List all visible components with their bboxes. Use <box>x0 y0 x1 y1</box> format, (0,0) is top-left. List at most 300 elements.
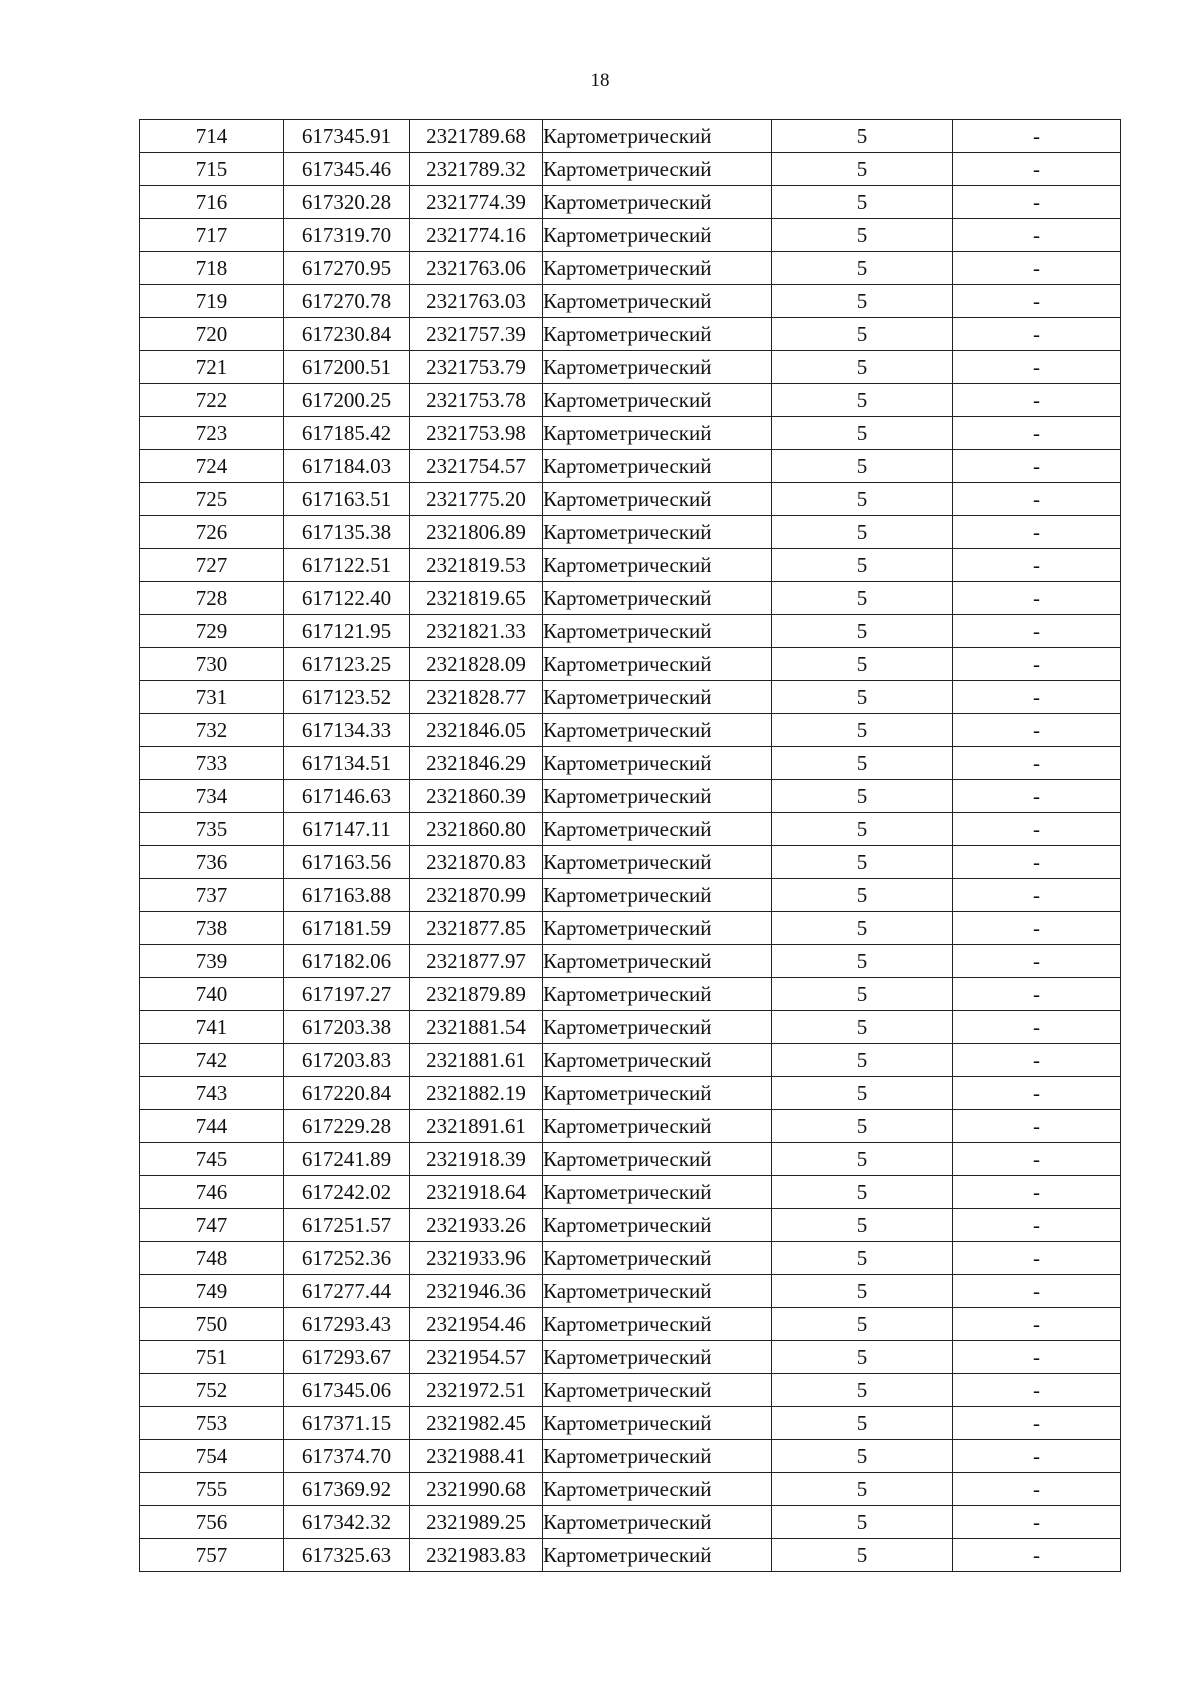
point-number-cell: 719 <box>140 285 284 318</box>
point-number-cell: 730 <box>140 648 284 681</box>
method-cell: Картометрический <box>543 384 772 417</box>
description-cell: - <box>953 1242 1121 1275</box>
accuracy-cell: 5 <box>772 1242 953 1275</box>
x-coordinate-cell: 617241.89 <box>284 1143 410 1176</box>
accuracy-cell: 5 <box>772 417 953 450</box>
accuracy-cell: 5 <box>772 384 953 417</box>
x-coordinate-cell: 617320.28 <box>284 186 410 219</box>
table-row <box>140 450 1121 483</box>
method-cell: Картометрический <box>543 549 772 582</box>
point-number-cell: 734 <box>140 780 284 813</box>
point-number-cell: 739 <box>140 945 284 978</box>
point-number-cell: 753 <box>140 1407 284 1440</box>
y-coordinate-cell: 2321846.29 <box>410 747 543 780</box>
table-row <box>140 1539 1121 1572</box>
point-number-cell: 754 <box>140 1440 284 1473</box>
method-cell: Картометрический <box>543 1242 772 1275</box>
x-coordinate-cell: 617345.06 <box>284 1374 410 1407</box>
table-row <box>140 417 1121 450</box>
table-row <box>140 483 1121 516</box>
point-number-cell: 732 <box>140 714 284 747</box>
description-cell: - <box>953 1011 1121 1044</box>
method-cell: Картометрический <box>543 351 772 384</box>
accuracy-cell: 5 <box>772 1539 953 1572</box>
y-coordinate-cell: 2321870.83 <box>410 846 543 879</box>
accuracy-cell: 5 <box>772 120 953 153</box>
accuracy-cell: 5 <box>772 813 953 846</box>
table-row <box>140 1374 1121 1407</box>
x-coordinate-cell: 617135.38 <box>284 516 410 549</box>
description-cell: - <box>953 912 1121 945</box>
table-row <box>140 384 1121 417</box>
table-row <box>140 1341 1121 1374</box>
description-cell: - <box>953 516 1121 549</box>
description-cell: - <box>953 1473 1121 1506</box>
y-coordinate-cell: 2321828.09 <box>410 648 543 681</box>
description-cell: - <box>953 846 1121 879</box>
point-number-cell: 729 <box>140 615 284 648</box>
point-number-cell: 755 <box>140 1473 284 1506</box>
point-number-cell: 736 <box>140 846 284 879</box>
accuracy-cell: 5 <box>772 1440 953 1473</box>
method-cell: Картометрический <box>543 1440 772 1473</box>
method-cell: Картометрический <box>543 450 772 483</box>
description-cell: - <box>953 318 1121 351</box>
accuracy-cell: 5 <box>772 318 953 351</box>
point-number-cell: 714 <box>140 120 284 153</box>
accuracy-cell: 5 <box>772 1341 953 1374</box>
description-cell: - <box>953 120 1121 153</box>
accuracy-cell: 5 <box>772 1011 953 1044</box>
table-row <box>140 879 1121 912</box>
description-cell: - <box>953 1044 1121 1077</box>
x-coordinate-cell: 617374.70 <box>284 1440 410 1473</box>
method-cell: Картометрический <box>543 978 772 1011</box>
description-cell: - <box>953 714 1121 747</box>
accuracy-cell: 5 <box>772 285 953 318</box>
x-coordinate-cell: 617342.32 <box>284 1506 410 1539</box>
y-coordinate-cell: 2321763.03 <box>410 285 543 318</box>
point-number-cell: 720 <box>140 318 284 351</box>
y-coordinate-cell: 2321846.05 <box>410 714 543 747</box>
table-row <box>140 1473 1121 1506</box>
method-cell: Картометрический <box>543 318 772 351</box>
y-coordinate-cell: 2321860.80 <box>410 813 543 846</box>
accuracy-cell: 5 <box>772 1209 953 1242</box>
table-row <box>140 747 1121 780</box>
accuracy-cell: 5 <box>772 450 953 483</box>
method-cell: Картометрический <box>543 945 772 978</box>
point-number-cell: 749 <box>140 1275 284 1308</box>
point-number-cell: 733 <box>140 747 284 780</box>
method-cell: Картометрический <box>543 1209 772 1242</box>
table-row <box>140 1044 1121 1077</box>
description-cell: - <box>953 615 1121 648</box>
y-coordinate-cell: 2321988.41 <box>410 1440 543 1473</box>
accuracy-cell: 5 <box>772 186 953 219</box>
y-coordinate-cell: 2321933.26 <box>410 1209 543 1242</box>
x-coordinate-cell: 617134.51 <box>284 747 410 780</box>
description-cell: - <box>953 483 1121 516</box>
point-number-cell: 742 <box>140 1044 284 1077</box>
description-cell: - <box>953 747 1121 780</box>
point-number-cell: 727 <box>140 549 284 582</box>
y-coordinate-cell: 2321828.77 <box>410 681 543 714</box>
x-coordinate-cell: 617200.25 <box>284 384 410 417</box>
y-coordinate-cell: 2321918.39 <box>410 1143 543 1176</box>
accuracy-cell: 5 <box>772 351 953 384</box>
accuracy-cell: 5 <box>772 978 953 1011</box>
x-coordinate-cell: 617242.02 <box>284 1176 410 1209</box>
method-cell: Картометрический <box>543 1077 772 1110</box>
x-coordinate-cell: 617277.44 <box>284 1275 410 1308</box>
x-coordinate-cell: 617185.42 <box>284 417 410 450</box>
point-number-cell: 757 <box>140 1539 284 1572</box>
method-cell: Картометрический <box>543 219 772 252</box>
accuracy-cell: 5 <box>772 1110 953 1143</box>
method-cell: Картометрический <box>543 1011 772 1044</box>
description-cell: - <box>953 219 1121 252</box>
point-number-cell: 752 <box>140 1374 284 1407</box>
x-coordinate-cell: 617270.95 <box>284 252 410 285</box>
point-number-cell: 735 <box>140 813 284 846</box>
x-coordinate-cell: 617203.83 <box>284 1044 410 1077</box>
table-row <box>140 186 1121 219</box>
y-coordinate-cell: 2321753.98 <box>410 417 543 450</box>
y-coordinate-cell: 2321819.65 <box>410 582 543 615</box>
x-coordinate-cell: 617163.56 <box>284 846 410 879</box>
point-number-cell: 744 <box>140 1110 284 1143</box>
method-cell: Картометрический <box>543 813 772 846</box>
x-coordinate-cell: 617345.46 <box>284 153 410 186</box>
point-number-cell: 750 <box>140 1308 284 1341</box>
table-row <box>140 1242 1121 1275</box>
table-row <box>140 351 1121 384</box>
description-cell: - <box>953 1440 1121 1473</box>
description-cell: - <box>953 1077 1121 1110</box>
x-coordinate-cell: 617325.63 <box>284 1539 410 1572</box>
point-number-cell: 745 <box>140 1143 284 1176</box>
point-number-cell: 715 <box>140 153 284 186</box>
y-coordinate-cell: 2321789.32 <box>410 153 543 186</box>
table-row <box>140 1077 1121 1110</box>
method-cell: Картометрический <box>543 879 772 912</box>
method-cell: Картометрический <box>543 120 772 153</box>
point-number-cell: 717 <box>140 219 284 252</box>
x-coordinate-cell: 617203.38 <box>284 1011 410 1044</box>
description-cell: - <box>953 285 1121 318</box>
point-number-cell: 746 <box>140 1176 284 1209</box>
description-cell: - <box>953 1506 1121 1539</box>
y-coordinate-cell: 2321954.57 <box>410 1341 543 1374</box>
method-cell: Картометрический <box>543 483 772 516</box>
y-coordinate-cell: 2321775.20 <box>410 483 543 516</box>
method-cell: Картометрический <box>543 1176 772 1209</box>
accuracy-cell: 5 <box>772 879 953 912</box>
y-coordinate-cell: 2321789.68 <box>410 120 543 153</box>
x-coordinate-cell: 617123.52 <box>284 681 410 714</box>
point-number-cell: 726 <box>140 516 284 549</box>
accuracy-cell: 5 <box>772 1143 953 1176</box>
table-row <box>140 219 1121 252</box>
description-cell: - <box>953 1407 1121 1440</box>
method-cell: Картометрический <box>543 681 772 714</box>
table-row <box>140 846 1121 879</box>
page-number: 18 <box>590 70 610 91</box>
description-cell: - <box>953 186 1121 219</box>
point-number-cell: 737 <box>140 879 284 912</box>
accuracy-cell: 5 <box>772 780 953 813</box>
description-cell: - <box>953 1308 1121 1341</box>
accuracy-cell: 5 <box>772 483 953 516</box>
point-number-cell: 716 <box>140 186 284 219</box>
y-coordinate-cell: 2321754.57 <box>410 450 543 483</box>
x-coordinate-cell: 617319.70 <box>284 219 410 252</box>
accuracy-cell: 5 <box>772 1473 953 1506</box>
x-coordinate-cell: 617163.51 <box>284 483 410 516</box>
description-cell: - <box>953 153 1121 186</box>
table-row <box>140 318 1121 351</box>
description-cell: - <box>953 1176 1121 1209</box>
accuracy-cell: 5 <box>772 1176 953 1209</box>
method-cell: Картометрический <box>543 582 772 615</box>
x-coordinate-cell: 617121.95 <box>284 615 410 648</box>
y-coordinate-cell: 2321806.89 <box>410 516 543 549</box>
description-cell: - <box>953 450 1121 483</box>
method-cell: Картометрический <box>543 1539 772 1572</box>
accuracy-cell: 5 <box>772 912 953 945</box>
x-coordinate-cell: 617220.84 <box>284 1077 410 1110</box>
method-cell: Картометрический <box>543 912 772 945</box>
description-cell: - <box>953 1341 1121 1374</box>
y-coordinate-cell: 2321982.45 <box>410 1407 543 1440</box>
y-coordinate-cell: 2321753.79 <box>410 351 543 384</box>
accuracy-cell: 5 <box>772 549 953 582</box>
table-row <box>140 780 1121 813</box>
method-cell: Картометрический <box>543 615 772 648</box>
accuracy-cell: 5 <box>772 615 953 648</box>
table-row <box>140 1440 1121 1473</box>
accuracy-cell: 5 <box>772 1308 953 1341</box>
table-row <box>140 1506 1121 1539</box>
point-number-cell: 741 <box>140 1011 284 1044</box>
y-coordinate-cell: 2321972.51 <box>410 1374 543 1407</box>
point-number-cell: 747 <box>140 1209 284 1242</box>
x-coordinate-cell: 617122.51 <box>284 549 410 582</box>
table-row <box>140 945 1121 978</box>
method-cell: Картометрический <box>543 1473 772 1506</box>
y-coordinate-cell: 2321757.39 <box>410 318 543 351</box>
method-cell: Картометрический <box>543 1308 772 1341</box>
y-coordinate-cell: 2321954.46 <box>410 1308 543 1341</box>
point-number-cell: 743 <box>140 1077 284 1110</box>
x-coordinate-cell: 617345.91 <box>284 120 410 153</box>
description-cell: - <box>953 417 1121 450</box>
coordinates-table-body <box>140 120 1121 1572</box>
y-coordinate-cell: 2321877.97 <box>410 945 543 978</box>
coordinates-table <box>139 119 1121 1572</box>
accuracy-cell: 5 <box>772 747 953 780</box>
table-row <box>140 615 1121 648</box>
table-row <box>140 549 1121 582</box>
table-row <box>140 1308 1121 1341</box>
method-cell: Картометрический <box>543 1341 772 1374</box>
y-coordinate-cell: 2321983.83 <box>410 1539 543 1572</box>
description-cell: - <box>953 252 1121 285</box>
y-coordinate-cell: 2321819.53 <box>410 549 543 582</box>
method-cell: Картометрический <box>543 1143 772 1176</box>
accuracy-cell: 5 <box>772 1374 953 1407</box>
table-row <box>140 681 1121 714</box>
accuracy-cell: 5 <box>772 714 953 747</box>
method-cell: Картометрический <box>543 417 772 450</box>
table-row <box>140 648 1121 681</box>
accuracy-cell: 5 <box>772 219 953 252</box>
y-coordinate-cell: 2321774.16 <box>410 219 543 252</box>
table-row <box>140 1407 1121 1440</box>
x-coordinate-cell: 617229.28 <box>284 1110 410 1143</box>
description-cell: - <box>953 351 1121 384</box>
x-coordinate-cell: 617252.36 <box>284 1242 410 1275</box>
accuracy-cell: 5 <box>772 846 953 879</box>
point-number-cell: 724 <box>140 450 284 483</box>
accuracy-cell: 5 <box>772 648 953 681</box>
method-cell: Картометрический <box>543 1407 772 1440</box>
y-coordinate-cell: 2321753.78 <box>410 384 543 417</box>
point-number-cell: 721 <box>140 351 284 384</box>
method-cell: Картометрический <box>543 846 772 879</box>
x-coordinate-cell: 617369.92 <box>284 1473 410 1506</box>
x-coordinate-cell: 617134.33 <box>284 714 410 747</box>
table-row <box>140 582 1121 615</box>
accuracy-cell: 5 <box>772 681 953 714</box>
y-coordinate-cell: 2321879.89 <box>410 978 543 1011</box>
y-coordinate-cell: 2321946.36 <box>410 1275 543 1308</box>
table-row <box>140 516 1121 549</box>
method-cell: Картометрический <box>543 648 772 681</box>
x-coordinate-cell: 617251.57 <box>284 1209 410 1242</box>
x-coordinate-cell: 617163.88 <box>284 879 410 912</box>
accuracy-cell: 5 <box>772 516 953 549</box>
y-coordinate-cell: 2321877.85 <box>410 912 543 945</box>
point-number-cell: 723 <box>140 417 284 450</box>
y-coordinate-cell: 2321870.99 <box>410 879 543 912</box>
table-row <box>140 285 1121 318</box>
y-coordinate-cell: 2321882.19 <box>410 1077 543 1110</box>
x-coordinate-cell: 617181.59 <box>284 912 410 945</box>
x-coordinate-cell: 617123.25 <box>284 648 410 681</box>
x-coordinate-cell: 617147.11 <box>284 813 410 846</box>
x-coordinate-cell: 617182.06 <box>284 945 410 978</box>
accuracy-cell: 5 <box>772 1044 953 1077</box>
description-cell: - <box>953 648 1121 681</box>
y-coordinate-cell: 2321774.39 <box>410 186 543 219</box>
point-number-cell: 756 <box>140 1506 284 1539</box>
x-coordinate-cell: 617200.51 <box>284 351 410 384</box>
table-row <box>140 252 1121 285</box>
y-coordinate-cell: 2321860.39 <box>410 780 543 813</box>
description-cell: - <box>953 945 1121 978</box>
x-coordinate-cell: 617230.84 <box>284 318 410 351</box>
description-cell: - <box>953 780 1121 813</box>
table-row <box>140 1110 1121 1143</box>
table-row <box>140 912 1121 945</box>
y-coordinate-cell: 2321990.68 <box>410 1473 543 1506</box>
accuracy-cell: 5 <box>772 1077 953 1110</box>
description-cell: - <box>953 1209 1121 1242</box>
point-number-cell: 725 <box>140 483 284 516</box>
table-row <box>140 714 1121 747</box>
point-number-cell: 738 <box>140 912 284 945</box>
description-cell: - <box>953 384 1121 417</box>
x-coordinate-cell: 617293.43 <box>284 1308 410 1341</box>
y-coordinate-cell: 2321989.25 <box>410 1506 543 1539</box>
accuracy-cell: 5 <box>772 252 953 285</box>
y-coordinate-cell: 2321933.96 <box>410 1242 543 1275</box>
point-number-cell: 740 <box>140 978 284 1011</box>
table-row <box>140 1176 1121 1209</box>
x-coordinate-cell: 617184.03 <box>284 450 410 483</box>
method-cell: Картометрический <box>543 747 772 780</box>
description-cell: - <box>953 1110 1121 1143</box>
description-cell: - <box>953 681 1121 714</box>
accuracy-cell: 5 <box>772 582 953 615</box>
method-cell: Картометрический <box>543 186 772 219</box>
accuracy-cell: 5 <box>772 945 953 978</box>
method-cell: Картометрический <box>543 516 772 549</box>
method-cell: Картометрический <box>543 153 772 186</box>
x-coordinate-cell: 617293.67 <box>284 1341 410 1374</box>
point-number-cell: 728 <box>140 582 284 615</box>
table-row <box>140 120 1121 153</box>
method-cell: Картометрический <box>543 780 772 813</box>
y-coordinate-cell: 2321763.06 <box>410 252 543 285</box>
x-coordinate-cell: 617146.63 <box>284 780 410 813</box>
description-cell: - <box>953 549 1121 582</box>
x-coordinate-cell: 617270.78 <box>284 285 410 318</box>
method-cell: Картометрический <box>543 1044 772 1077</box>
point-number-cell: 748 <box>140 1242 284 1275</box>
table-row <box>140 153 1121 186</box>
description-cell: - <box>953 1374 1121 1407</box>
y-coordinate-cell: 2321881.54 <box>410 1011 543 1044</box>
description-cell: - <box>953 813 1121 846</box>
table-row <box>140 813 1121 846</box>
y-coordinate-cell: 2321891.61 <box>410 1110 543 1143</box>
point-number-cell: 722 <box>140 384 284 417</box>
description-cell: - <box>953 582 1121 615</box>
description-cell: - <box>953 879 1121 912</box>
method-cell: Картометрический <box>543 1275 772 1308</box>
table-row <box>140 1209 1121 1242</box>
table-row <box>140 1275 1121 1308</box>
description-cell: - <box>953 1275 1121 1308</box>
description-cell: - <box>953 978 1121 1011</box>
method-cell: Картометрический <box>543 285 772 318</box>
accuracy-cell: 5 <box>772 1275 953 1308</box>
table-row <box>140 978 1121 1011</box>
y-coordinate-cell: 2321918.64 <box>410 1176 543 1209</box>
method-cell: Картометрический <box>543 1506 772 1539</box>
table-row <box>140 1143 1121 1176</box>
accuracy-cell: 5 <box>772 153 953 186</box>
y-coordinate-cell: 2321881.61 <box>410 1044 543 1077</box>
y-coordinate-cell: 2321821.33 <box>410 615 543 648</box>
method-cell: Картометрический <box>543 1110 772 1143</box>
method-cell: Картометрический <box>543 1374 772 1407</box>
accuracy-cell: 5 <box>772 1506 953 1539</box>
x-coordinate-cell: 617122.40 <box>284 582 410 615</box>
